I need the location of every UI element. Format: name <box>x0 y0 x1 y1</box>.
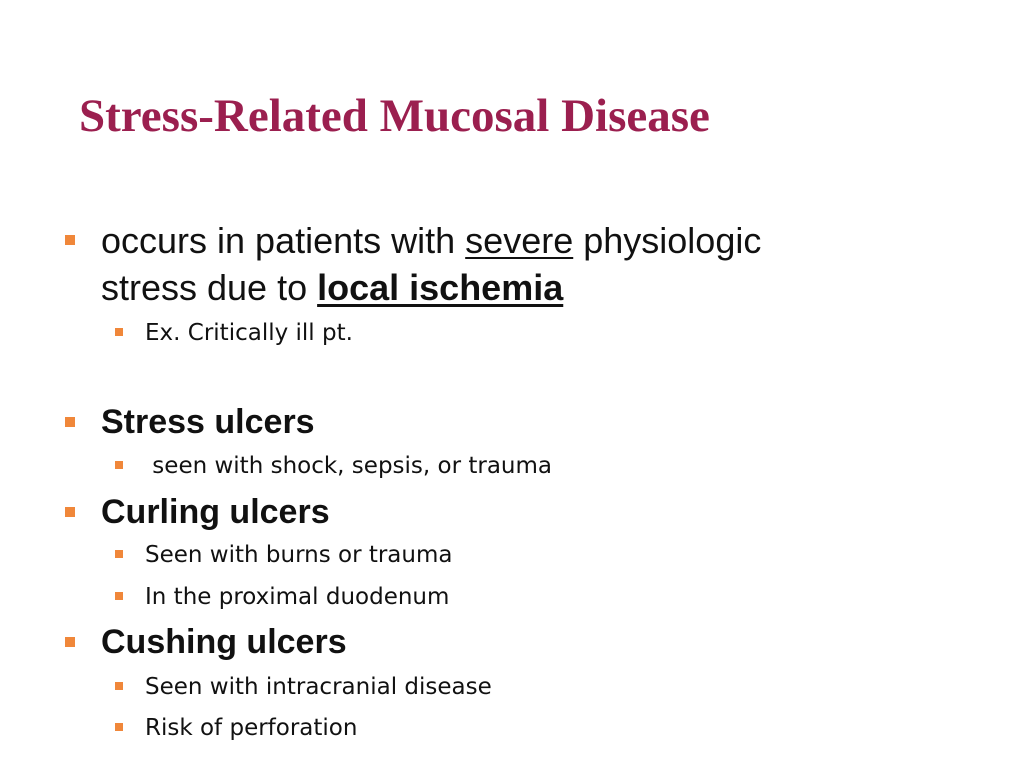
bullet-icon <box>65 507 75 517</box>
sub-bullet-icon <box>115 592 123 600</box>
point-3-label: Curling ulcers <box>101 493 330 531</box>
sub-bullet-icon <box>115 461 123 469</box>
point-1-line-2 <box>101 266 563 310</box>
point-1-underlined: severe <box>465 220 574 261</box>
point-2-sub-1: seen with shock, sepsis, or trauma <box>145 453 553 479</box>
point-2-label: Stress ulcers <box>101 403 315 441</box>
sub-bullet-icon <box>115 550 123 558</box>
point-1-line-1 <box>101 219 761 263</box>
point-4-sub-2: Risk of perforation <box>145 715 358 741</box>
slide-title: Stress-Related Mucosal Disease <box>79 90 710 142</box>
point-1-text: occurs in patients with <box>101 220 466 261</box>
point-1-text-end: physiologic <box>573 220 762 261</box>
point-3-sub-2: In the proximal duodenum <box>145 584 450 610</box>
sub-bullet-icon <box>115 682 123 690</box>
point-1-line-2-text: stress due to <box>101 267 318 308</box>
point-1-emphasis: local ischemia <box>317 267 564 308</box>
bullet-icon <box>65 637 75 647</box>
point-3-sub-1: Seen with burns or trauma <box>145 542 453 568</box>
point-4-label: Cushing ulcers <box>101 623 347 661</box>
point-1-sub-1: Ex. Critically ill pt. <box>145 320 353 346</box>
sub-bullet-icon <box>115 328 123 336</box>
bullet-icon <box>65 235 75 245</box>
sub-bullet-icon <box>115 723 123 731</box>
point-4-sub-1: Seen with intracranial disease <box>145 674 492 700</box>
bullet-icon <box>65 417 75 427</box>
